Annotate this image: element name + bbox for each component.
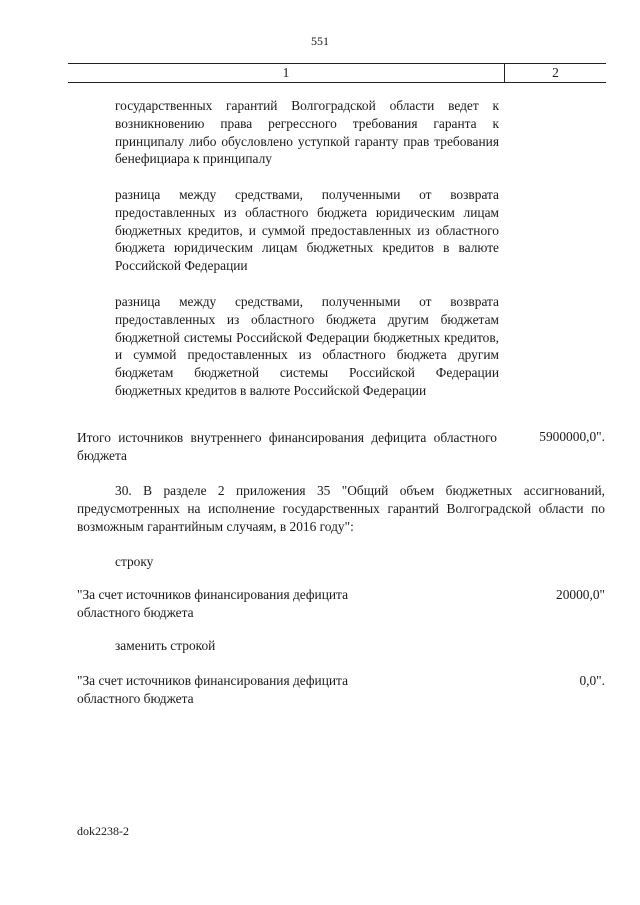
line-word: строку: [115, 554, 154, 569]
new-row-value: 0,0".: [579, 673, 605, 688]
page-number: 551: [311, 34, 329, 48]
old-row-value: 20000,0": [556, 587, 605, 602]
new-row-label: "За счет источников финансирования дефицита областного бюджета: [77, 673, 349, 706]
text-block-3: разница между средствами, полученными от возврата предоставленных из областного бюджета другим бюджетам бюджетной системы Российской Федерации бюджетных кредитов, и суммой предоставленных из областного бюджета другим бюджетам бюджетной системы Российской Федерации бюджетных кредитов в валюте Российской Федерации: [115, 294, 499, 398]
table-header: [68, 63, 606, 83]
document-code: dok2238-2: [77, 824, 129, 838]
text-block-1: государственных гарантий Волгоградской области ведет к возникновению права регрессного требования гаранта к принципалу либо обусловлено уступкой гаранту прав требования бенефициара к принципалу: [115, 98, 499, 167]
total-label: Итого источников внутреннего финансирования дефицита областного бюджета: [77, 430, 497, 463]
replace-word: заменить строкой: [115, 638, 216, 653]
text-block-2: разница между средствами, полученными от возврата предоставленных из областного бюджета юридическим лицам бюджетных кредитов, и суммой предоставленных из областного бюджета юридическим лицам бюджетных кредитов в валюте Российской Федерации: [115, 187, 499, 274]
total-value: 5900000,0".: [539, 429, 605, 444]
item-30-paragraph: 30. В разделе 2 приложения 35 "Общий объем бюджетных ассигнований, предусмотренных на исполнение государственных гарантий Волгоградской области по возможным гарантийным случаям, в 2016 году":: [77, 483, 605, 534]
old-row-label: "За счет источников финансирования дефицита областного бюджета: [77, 587, 349, 620]
table-header-col-2: 2: [552, 65, 559, 80]
table-header-col-1: 1: [282, 65, 290, 80]
